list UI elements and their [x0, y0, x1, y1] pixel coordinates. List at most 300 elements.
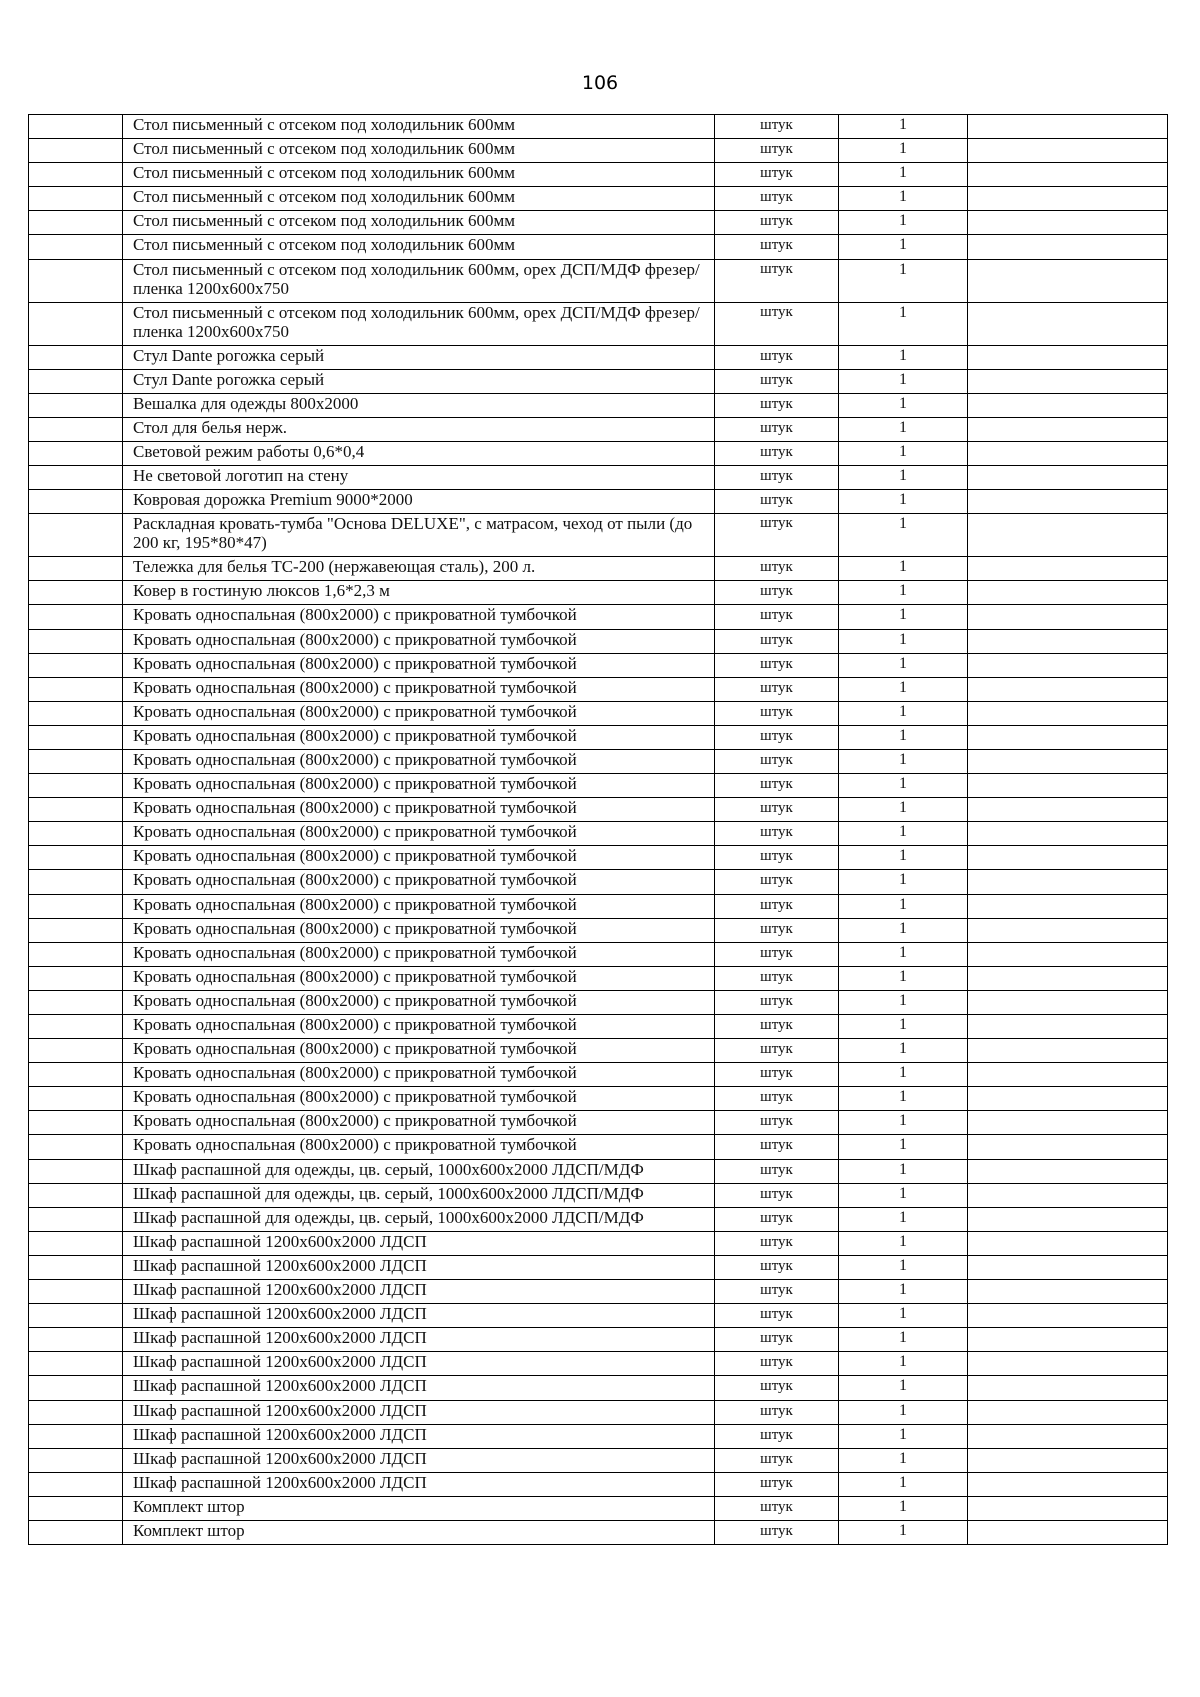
item-name-cell: Кровать односпальная (800х2000) с прикроватной тумбочкой: [123, 629, 715, 653]
unit-cell: штук: [715, 653, 839, 677]
row-number-cell: [29, 1328, 123, 1352]
notes-cell: [968, 1087, 1168, 1111]
unit-cell: штук: [715, 942, 839, 966]
table-row: [29, 990, 1168, 1014]
row-number-cell: [29, 918, 123, 942]
unit-cell: штук: [715, 798, 839, 822]
quantity-cell: 1: [839, 1280, 968, 1304]
item-name-cell: Кровать односпальная (800х2000) с прикроватной тумбочкой: [123, 1087, 715, 1111]
table-row: [29, 417, 1168, 441]
row-number-cell: [29, 749, 123, 773]
unit-cell: штук: [715, 1496, 839, 1520]
table-row: [29, 605, 1168, 629]
row-number-cell: [29, 701, 123, 725]
quantity-cell: 1: [839, 417, 968, 441]
quantity-cell: 1: [839, 1424, 968, 1448]
quantity-cell: 1: [839, 894, 968, 918]
page-number: 106: [581, 72, 619, 94]
notes-cell: [968, 1063, 1168, 1087]
table-row: [29, 1039, 1168, 1063]
table-row: [29, 1472, 1168, 1496]
notes-cell: [968, 1400, 1168, 1424]
notes-cell: [968, 581, 1168, 605]
row-number-cell: [29, 846, 123, 870]
table-row: [29, 139, 1168, 163]
row-number-cell: [29, 1496, 123, 1520]
item-name-cell: Шкаф распашной 1200х600х2000 ЛДСП: [123, 1376, 715, 1400]
row-number-cell: [29, 441, 123, 465]
notes-cell: [968, 822, 1168, 846]
quantity-cell: 1: [839, 1255, 968, 1279]
quantity-cell: 1: [839, 235, 968, 259]
notes-cell: [968, 1520, 1168, 1544]
row-number-cell: [29, 139, 123, 163]
row-number-cell: [29, 1520, 123, 1544]
notes-cell: [968, 441, 1168, 465]
quantity-cell: 1: [839, 629, 968, 653]
notes-cell: [968, 115, 1168, 139]
quantity-cell: 1: [839, 1231, 968, 1255]
unit-cell: штук: [715, 466, 839, 490]
item-name-cell: Кровать односпальная (800х2000) с прикроватной тумбочкой: [123, 653, 715, 677]
quantity-cell: 1: [839, 966, 968, 990]
unit-cell: штук: [715, 870, 839, 894]
quantity-cell: 1: [839, 918, 968, 942]
notes-cell: [968, 1207, 1168, 1231]
table-row: [29, 211, 1168, 235]
row-number-cell: [29, 1159, 123, 1183]
item-name-cell: Стол письменный с отсеком под холодильник 600мм: [123, 139, 715, 163]
quantity-cell: 1: [839, 1496, 968, 1520]
row-number-cell: [29, 302, 123, 345]
unit-cell: штук: [715, 417, 839, 441]
item-name-cell: Стол письменный с отсеком под холодильник 600мм: [123, 235, 715, 259]
notes-cell: [968, 1328, 1168, 1352]
item-name-cell: Шкаф распашной 1200х600х2000 ЛДСП: [123, 1424, 715, 1448]
unit-cell: штук: [715, 1159, 839, 1183]
item-name-cell: Шкаф распашной 1200х600х2000 ЛДСП: [123, 1304, 715, 1328]
row-number-cell: [29, 653, 123, 677]
quantity-cell: 1: [839, 749, 968, 773]
quantity-cell: 1: [839, 1352, 968, 1376]
table-row: [29, 1352, 1168, 1376]
row-number-cell: [29, 725, 123, 749]
table-row: [29, 822, 1168, 846]
table-row: [29, 1376, 1168, 1400]
quantity-cell: 1: [839, 846, 968, 870]
item-name-cell: Стул Dante рогожка серый: [123, 369, 715, 393]
row-number-cell: [29, 1400, 123, 1424]
item-name-cell: Кровать односпальная (800х2000) с прикроватной тумбочкой: [123, 774, 715, 798]
table-row: [29, 1255, 1168, 1279]
table-row: [29, 1135, 1168, 1159]
table-row: [29, 187, 1168, 211]
unit-cell: штук: [715, 139, 839, 163]
unit-cell: штук: [715, 1207, 839, 1231]
row-number-cell: [29, 1280, 123, 1304]
unit-cell: штук: [715, 1400, 839, 1424]
unit-cell: штук: [715, 1304, 839, 1328]
quantity-cell: 1: [839, 990, 968, 1014]
unit-cell: штук: [715, 369, 839, 393]
unit-cell: штук: [715, 701, 839, 725]
item-name-cell: Ковер в гостиную люксов 1,6*2,3 м: [123, 581, 715, 605]
row-number-cell: [29, 1039, 123, 1063]
item-name-cell: Кровать односпальная (800х2000) с прикроватной тумбочкой: [123, 749, 715, 773]
item-name-cell: Раскладная кровать-тумба "Основа DELUXE", с матрасом, чеход от пыли (до 200 кг, 195*80*47): [123, 514, 715, 557]
notes-cell: [968, 1111, 1168, 1135]
unit-cell: штук: [715, 1111, 839, 1135]
item-name-cell: Кровать односпальная (800х2000) с прикроватной тумбочкой: [123, 822, 715, 846]
notes-cell: [968, 1376, 1168, 1400]
table-row: [29, 1280, 1168, 1304]
notes-cell: [968, 798, 1168, 822]
unit-cell: штук: [715, 629, 839, 653]
item-name-cell: Стол письменный с отсеком под холодильник 600мм: [123, 187, 715, 211]
quantity-cell: 1: [839, 581, 968, 605]
notes-cell: [968, 345, 1168, 369]
unit-cell: штук: [715, 211, 839, 235]
table-row: [29, 1087, 1168, 1111]
item-name-cell: Световой режим работы 0,6*0,4: [123, 441, 715, 465]
quantity-cell: 1: [839, 1207, 968, 1231]
quantity-cell: 1: [839, 1183, 968, 1207]
quantity-cell: 1: [839, 677, 968, 701]
table-row: [29, 369, 1168, 393]
unit-cell: штук: [715, 259, 839, 302]
unit-cell: штук: [715, 966, 839, 990]
unit-cell: штук: [715, 990, 839, 1014]
unit-cell: штук: [715, 441, 839, 465]
table-row: [29, 1063, 1168, 1087]
notes-cell: [968, 1352, 1168, 1376]
quantity-cell: 1: [839, 605, 968, 629]
quantity-cell: 1: [839, 163, 968, 187]
item-name-cell: Кровать односпальная (800х2000) с прикроватной тумбочкой: [123, 918, 715, 942]
table-row: [29, 1496, 1168, 1520]
unit-cell: штук: [715, 725, 839, 749]
unit-cell: штук: [715, 1255, 839, 1279]
unit-cell: штук: [715, 1087, 839, 1111]
notes-cell: [968, 1496, 1168, 1520]
row-number-cell: [29, 581, 123, 605]
quantity-cell: 1: [839, 369, 968, 393]
quantity-cell: 1: [839, 1304, 968, 1328]
unit-cell: штук: [715, 235, 839, 259]
table-row: [29, 701, 1168, 725]
item-name-cell: Кровать односпальная (800х2000) с прикроватной тумбочкой: [123, 1015, 715, 1039]
unit-cell: штук: [715, 918, 839, 942]
row-number-cell: [29, 1063, 123, 1087]
quantity-cell: 1: [839, 1376, 968, 1400]
notes-cell: [968, 1135, 1168, 1159]
notes-cell: [968, 1183, 1168, 1207]
row-number-cell: [29, 605, 123, 629]
unit-cell: штук: [715, 774, 839, 798]
notes-cell: [968, 514, 1168, 557]
table-row: [29, 798, 1168, 822]
quantity-cell: 1: [839, 1111, 968, 1135]
item-name-cell: Стол письменный с отсеком под холодильник 600мм: [123, 211, 715, 235]
quantity-cell: 1: [839, 822, 968, 846]
row-number-cell: [29, 211, 123, 235]
quantity-cell: 1: [839, 1087, 968, 1111]
notes-cell: [968, 1015, 1168, 1039]
item-name-cell: Шкаф распашной 1200х600х2000 ЛДСП: [123, 1448, 715, 1472]
item-name-cell: Кровать односпальная (800х2000) с прикроватной тумбочкой: [123, 605, 715, 629]
table-row: [29, 653, 1168, 677]
item-name-cell: Шкаф распашной 1200х600х2000 ЛДСП: [123, 1352, 715, 1376]
table-row: [29, 1304, 1168, 1328]
notes-cell: [968, 211, 1168, 235]
notes-cell: [968, 870, 1168, 894]
quantity-cell: 1: [839, 187, 968, 211]
unit-cell: штук: [715, 677, 839, 701]
item-name-cell: Тележка для белья ТС-200 (нержавеющая сталь), 200 л.: [123, 557, 715, 581]
notes-cell: [968, 393, 1168, 417]
item-name-cell: Кровать односпальная (800х2000) с прикроватной тумбочкой: [123, 966, 715, 990]
quantity-cell: 1: [839, 1015, 968, 1039]
quantity-cell: 1: [839, 441, 968, 465]
item-name-cell: Стол письменный с отсеком под холодильник 600мм, орех ДСП/МДФ фрезер/пленка 1200х600х750: [123, 259, 715, 302]
unit-cell: штук: [715, 345, 839, 369]
row-number-cell: [29, 1111, 123, 1135]
unit-cell: штук: [715, 1424, 839, 1448]
row-number-cell: [29, 1376, 123, 1400]
table-row: [29, 1207, 1168, 1231]
row-number-cell: [29, 235, 123, 259]
row-number-cell: [29, 115, 123, 139]
notes-cell: [968, 725, 1168, 749]
notes-cell: [968, 139, 1168, 163]
unit-cell: штук: [715, 1063, 839, 1087]
notes-cell: [968, 1424, 1168, 1448]
notes-cell: [968, 1231, 1168, 1255]
item-name-cell: Кровать односпальная (800х2000) с прикроватной тумбочкой: [123, 1063, 715, 1087]
quantity-cell: 1: [839, 466, 968, 490]
table-row: [29, 581, 1168, 605]
item-name-cell: Шкаф распашной 1200х600х2000 ЛДСП: [123, 1255, 715, 1279]
item-name-cell: Шкаф распашной 1200х600х2000 ЛДСП: [123, 1231, 715, 1255]
quantity-cell: 1: [839, 557, 968, 581]
item-name-cell: Шкаф распашной 1200х600х2000 ЛДСП: [123, 1328, 715, 1352]
table-row: [29, 163, 1168, 187]
row-number-cell: [29, 466, 123, 490]
quantity-cell: 1: [839, 798, 968, 822]
notes-cell: [968, 918, 1168, 942]
notes-cell: [968, 1472, 1168, 1496]
unit-cell: штук: [715, 490, 839, 514]
notes-cell: [968, 369, 1168, 393]
table-row: [29, 557, 1168, 581]
table-row: [29, 725, 1168, 749]
table-row: [29, 393, 1168, 417]
table-row: [29, 1111, 1168, 1135]
row-number-cell: [29, 677, 123, 701]
row-number-cell: [29, 417, 123, 441]
item-name-cell: Кровать односпальная (800х2000) с прикроватной тумбочкой: [123, 990, 715, 1014]
table-row: [29, 629, 1168, 653]
quantity-cell: 1: [839, 1448, 968, 1472]
item-name-cell: Ковровая дорожка Premium 9000*2000: [123, 490, 715, 514]
row-number-cell: [29, 774, 123, 798]
table-row: [29, 466, 1168, 490]
quantity-cell: 1: [839, 393, 968, 417]
quantity-cell: 1: [839, 514, 968, 557]
item-name-cell: Стол письменный с отсеком под холодильник 600мм, орех ДСП/МДФ фрезер/пленка 1200х600х750: [123, 302, 715, 345]
table-row: [29, 259, 1168, 302]
row-number-cell: [29, 345, 123, 369]
row-number-cell: [29, 393, 123, 417]
notes-cell: [968, 653, 1168, 677]
item-name-cell: Шкаф распашной для одежды, цв. серый, 1000х600х2000 ЛДСП/МДФ: [123, 1207, 715, 1231]
item-name-cell: Шкаф распашной для одежды, цв. серый, 1000х600х2000 ЛДСП/МДФ: [123, 1183, 715, 1207]
item-name-cell: Вешалка для одежды 800х2000: [123, 393, 715, 417]
quantity-cell: 1: [839, 1328, 968, 1352]
row-number-cell: [29, 490, 123, 514]
item-name-cell: Кровать односпальная (800х2000) с прикроватной тумбочкой: [123, 725, 715, 749]
item-name-cell: Кровать односпальная (800х2000) с прикроватной тумбочкой: [123, 1111, 715, 1135]
quantity-cell: 1: [839, 211, 968, 235]
row-number-cell: [29, 894, 123, 918]
row-number-cell: [29, 1304, 123, 1328]
notes-cell: [968, 466, 1168, 490]
table-row: [29, 441, 1168, 465]
quantity-cell: 1: [839, 490, 968, 514]
notes-cell: [968, 677, 1168, 701]
row-number-cell: [29, 942, 123, 966]
unit-cell: штук: [715, 1039, 839, 1063]
table-row: [29, 846, 1168, 870]
item-name-cell: Кровать односпальная (800х2000) с прикроватной тумбочкой: [123, 701, 715, 725]
unit-cell: штук: [715, 1328, 839, 1352]
unit-cell: штук: [715, 514, 839, 557]
table-row: [29, 1424, 1168, 1448]
unit-cell: штук: [715, 1135, 839, 1159]
row-number-cell: [29, 1231, 123, 1255]
table-row: [29, 918, 1168, 942]
row-number-cell: [29, 798, 123, 822]
item-name-cell: Не световой логотип на стену: [123, 466, 715, 490]
item-name-cell: Шкаф распашной для одежды, цв. серый, 1000х600х2000 ЛДСП/МДФ: [123, 1159, 715, 1183]
row-number-cell: [29, 1135, 123, 1159]
row-number-cell: [29, 1424, 123, 1448]
unit-cell: штук: [715, 581, 839, 605]
table-row: [29, 677, 1168, 701]
table-row: [29, 1231, 1168, 1255]
table-row: [29, 942, 1168, 966]
table-row: [29, 1400, 1168, 1424]
item-name-cell: Кровать односпальная (800х2000) с прикроватной тумбочкой: [123, 846, 715, 870]
item-name-cell: Кровать односпальная (800х2000) с прикроватной тумбочкой: [123, 942, 715, 966]
notes-cell: [968, 774, 1168, 798]
unit-cell: штук: [715, 1376, 839, 1400]
table-row: [29, 302, 1168, 345]
notes-cell: [968, 1280, 1168, 1304]
quantity-cell: 1: [839, 870, 968, 894]
quantity-cell: 1: [839, 701, 968, 725]
item-name-cell: Комплект штор: [123, 1496, 715, 1520]
row-number-cell: [29, 1015, 123, 1039]
notes-cell: [968, 1255, 1168, 1279]
unit-cell: штук: [715, 302, 839, 345]
quantity-cell: 1: [839, 115, 968, 139]
quantity-cell: 1: [839, 725, 968, 749]
quantity-cell: 1: [839, 345, 968, 369]
notes-cell: [968, 966, 1168, 990]
notes-cell: [968, 490, 1168, 514]
notes-cell: [968, 235, 1168, 259]
notes-cell: [968, 417, 1168, 441]
row-number-cell: [29, 966, 123, 990]
item-name-cell: Кровать односпальная (800х2000) с прикроватной тумбочкой: [123, 870, 715, 894]
notes-cell: [968, 629, 1168, 653]
notes-cell: [968, 259, 1168, 302]
item-name-cell: Комплект штор: [123, 1520, 715, 1544]
notes-cell: [968, 1448, 1168, 1472]
notes-cell: [968, 187, 1168, 211]
row-number-cell: [29, 557, 123, 581]
quantity-cell: 1: [839, 774, 968, 798]
row-number-cell: [29, 1472, 123, 1496]
notes-cell: [968, 701, 1168, 725]
table-row: [29, 115, 1168, 139]
row-number-cell: [29, 870, 123, 894]
item-name-cell: Кровать односпальная (800х2000) с прикроватной тумбочкой: [123, 1039, 715, 1063]
notes-cell: [968, 557, 1168, 581]
table-row: [29, 514, 1168, 557]
quantity-cell: 1: [839, 139, 968, 163]
notes-cell: [968, 1039, 1168, 1063]
notes-cell: [968, 894, 1168, 918]
unit-cell: штук: [715, 115, 839, 139]
table-row: [29, 870, 1168, 894]
unit-cell: штук: [715, 393, 839, 417]
item-name-cell: Кровать односпальная (800х2000) с прикроватной тумбочкой: [123, 677, 715, 701]
quantity-cell: 1: [839, 1520, 968, 1544]
quantity-cell: 1: [839, 1135, 968, 1159]
quantity-cell: 1: [839, 942, 968, 966]
unit-cell: штук: [715, 1183, 839, 1207]
item-name-cell: Кровать односпальная (800х2000) с прикроватной тумбочкой: [123, 1135, 715, 1159]
row-number-cell: [29, 187, 123, 211]
item-name-cell: Стол письменный с отсеком под холодильник 600мм: [123, 115, 715, 139]
item-name-cell: Шкаф распашной 1200х600х2000 ЛДСП: [123, 1472, 715, 1496]
quantity-cell: 1: [839, 302, 968, 345]
item-name-cell: Шкаф распашной 1200х600х2000 ЛДСП: [123, 1400, 715, 1424]
table-row: [29, 1520, 1168, 1544]
item-name-cell: Шкаф распашной 1200х600х2000 ЛДСП: [123, 1280, 715, 1304]
row-number-cell: [29, 1255, 123, 1279]
notes-cell: [968, 605, 1168, 629]
table-row: [29, 1448, 1168, 1472]
item-name-cell: Кровать односпальная (800х2000) с прикроватной тумбочкой: [123, 798, 715, 822]
unit-cell: штук: [715, 846, 839, 870]
unit-cell: штук: [715, 187, 839, 211]
quantity-cell: 1: [839, 653, 968, 677]
table-row: [29, 749, 1168, 773]
row-number-cell: [29, 1183, 123, 1207]
table-row: [29, 235, 1168, 259]
table-row: [29, 1015, 1168, 1039]
unit-cell: штук: [715, 557, 839, 581]
row-number-cell: [29, 369, 123, 393]
notes-cell: [968, 749, 1168, 773]
row-number-cell: [29, 514, 123, 557]
unit-cell: штук: [715, 749, 839, 773]
row-number-cell: [29, 259, 123, 302]
unit-cell: штук: [715, 822, 839, 846]
